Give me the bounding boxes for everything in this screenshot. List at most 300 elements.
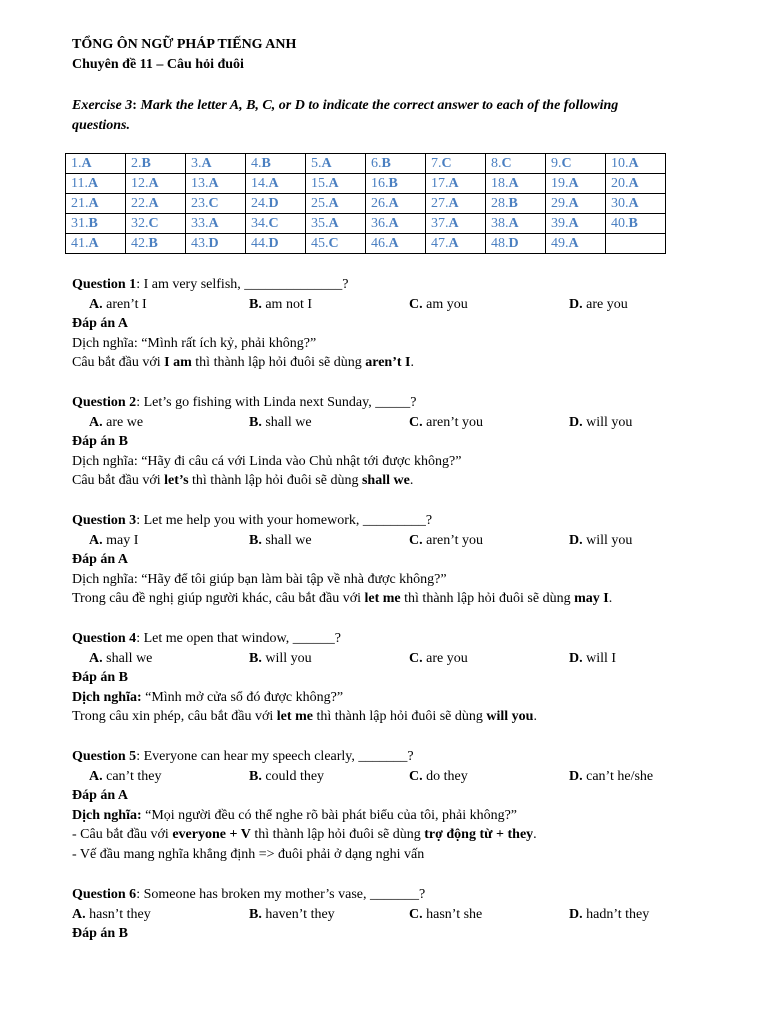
answer-number: 5. xyxy=(311,155,322,171)
option-letter: B. xyxy=(249,768,262,784)
option-text: shall we xyxy=(102,650,153,666)
option-text: could they xyxy=(261,768,325,784)
answer-number: 42. xyxy=(131,235,149,251)
answer-row xyxy=(72,550,712,570)
answer-key-cell xyxy=(426,154,486,174)
answer-key-cell xyxy=(126,174,186,194)
answer-letter: A xyxy=(568,235,579,251)
answer-key-cell xyxy=(246,234,306,254)
answer-number: 18. xyxy=(491,175,509,191)
answer-letter: A xyxy=(568,175,579,191)
explanation-line xyxy=(72,688,712,708)
answer-number: 29. xyxy=(551,195,569,211)
emphasis-text: let’s xyxy=(164,473,189,489)
answer-key-cell xyxy=(486,174,546,194)
answer-label: Đáp án B xyxy=(72,670,129,686)
option-letter: A. xyxy=(89,768,103,784)
answer-letter: B xyxy=(261,155,271,171)
answer-letter: D xyxy=(268,235,279,251)
answer-number: 30. xyxy=(611,195,629,211)
answer-key-cell xyxy=(66,214,126,234)
answer-key-cell xyxy=(306,194,366,214)
option-a xyxy=(89,649,152,669)
answer-key-row xyxy=(66,214,666,234)
explanation-text: . xyxy=(608,591,613,607)
answer-key-cell xyxy=(426,194,486,214)
answer-key-cell xyxy=(486,214,546,234)
option-c xyxy=(409,531,483,551)
option-b xyxy=(249,531,312,551)
answer-number: 20. xyxy=(611,175,629,191)
answer-number: 11. xyxy=(71,175,88,191)
answer-number: 33. xyxy=(191,215,209,231)
option-letter: B. xyxy=(249,906,262,922)
answer-key-row xyxy=(66,194,666,214)
option-letter: C. xyxy=(409,906,423,922)
option-text: shall we xyxy=(261,414,312,430)
answer-row xyxy=(72,786,712,806)
answer-key-cell xyxy=(66,174,126,194)
answer-number: 45. xyxy=(311,235,329,251)
answer-label: Đáp án A xyxy=(72,788,129,804)
answer-key-cell xyxy=(606,234,666,254)
answer-letter: C xyxy=(148,215,159,231)
explanation-line xyxy=(72,570,712,590)
option-text: are you xyxy=(422,650,468,666)
answer-number: 22. xyxy=(131,195,149,211)
answer-letter: A xyxy=(388,195,399,211)
document-title: TỔNG ÔN NGỮ PHÁP TIẾNG ANH xyxy=(72,37,297,52)
option-text: aren’t you xyxy=(422,414,484,430)
answer-number: 1. xyxy=(71,155,82,171)
question-stem xyxy=(72,885,712,905)
answer-letter: D xyxy=(208,235,219,251)
question-text: : I am very selfish, ______________? xyxy=(136,277,349,292)
answer-letter: A xyxy=(448,235,459,251)
option-text: will you xyxy=(261,650,312,666)
option-text: will I xyxy=(582,650,617,666)
answer-key-cell xyxy=(486,234,546,254)
option-d xyxy=(569,649,616,669)
option-letter: B. xyxy=(249,296,262,312)
answer-row xyxy=(72,314,712,334)
explanation-text: thì thành lập hỏi đuôi sẽ dùng xyxy=(188,473,362,489)
answer-letter: C xyxy=(268,215,279,231)
option-letter: C. xyxy=(409,768,423,784)
option-letter: A. xyxy=(89,296,103,312)
answer-letter: D xyxy=(508,235,519,251)
answer-key-cell xyxy=(246,214,306,234)
answer-letter: A xyxy=(328,175,339,191)
explanation-text: - Vế đầu mang nghĩa khẳng định => đuôi phải ở dạng nghi vấn xyxy=(72,846,425,862)
answer-number: 34. xyxy=(251,215,269,231)
answer-letter: A xyxy=(321,155,332,171)
explanation-text: . xyxy=(410,355,414,371)
answer-key-cell xyxy=(186,234,246,254)
explanation-line xyxy=(72,471,712,491)
option-a xyxy=(89,767,161,787)
answer-number: 2. xyxy=(131,155,142,171)
answer-number: 4. xyxy=(251,155,262,171)
option-letter: D. xyxy=(569,414,583,430)
option-c xyxy=(409,295,468,315)
explanation-text: thì thành lập hỏi đuôi sẽ dùng xyxy=(191,355,366,371)
answer-key-cell xyxy=(606,194,666,214)
answer-number: 14. xyxy=(251,175,269,191)
answer-letter: C xyxy=(208,195,219,211)
answer-key-cell xyxy=(126,194,186,214)
option-d xyxy=(569,905,649,925)
answer-letter: A xyxy=(328,195,339,211)
answer-key-cell xyxy=(246,174,306,194)
option-text: may I xyxy=(102,532,139,548)
answer-key-cell xyxy=(126,154,186,174)
emphasis-text: trợ động từ + they xyxy=(424,827,534,843)
explanation-line xyxy=(72,806,712,826)
question-block xyxy=(72,393,712,491)
answer-number: 13. xyxy=(191,175,209,191)
answer-key-cell xyxy=(246,154,306,174)
question-label: Question 4 xyxy=(72,631,137,646)
answer-key-cell xyxy=(486,154,546,174)
question-label: Question 1 xyxy=(72,277,137,292)
answer-number: 15. xyxy=(311,175,329,191)
explanation-text: Trong câu đề nghị giúp người khác, câu bắt đầu với xyxy=(72,591,365,607)
answer-key-cell xyxy=(186,194,246,214)
answer-number: 26. xyxy=(371,195,389,211)
answer-key-cell xyxy=(546,234,606,254)
answer-letter: A xyxy=(88,195,99,211)
answer-letter: C xyxy=(441,155,452,171)
answer-key-cell xyxy=(426,214,486,234)
option-text: are we xyxy=(102,414,144,430)
option-letter: D. xyxy=(569,906,583,922)
option-text: am not I xyxy=(261,296,312,312)
answer-key-cell xyxy=(546,174,606,194)
option-letter: A. xyxy=(89,414,103,430)
option-a xyxy=(89,531,138,551)
answer-letter: A xyxy=(448,215,459,231)
question-label: Question 3 xyxy=(72,513,137,528)
answer-key-cell xyxy=(426,234,486,254)
option-text: am you xyxy=(422,296,468,312)
answer-key-cell xyxy=(366,154,426,174)
option-d xyxy=(569,295,628,315)
answer-key-cell xyxy=(66,154,126,174)
question-stem xyxy=(72,747,712,767)
answer-letter: A xyxy=(81,155,92,171)
answer-number: 39. xyxy=(551,215,569,231)
question-stem xyxy=(72,275,712,295)
explanation-line xyxy=(72,452,712,472)
answer-key-cell xyxy=(306,154,366,174)
explanation-text: Dịch nghĩa: “Mình rất ích kỷ, phải không?” xyxy=(72,335,317,351)
explanation-line xyxy=(72,353,712,373)
question-text: : Everyone can hear my speech clearly, _______? xyxy=(136,749,414,764)
options-row xyxy=(72,531,712,551)
answer-key-cell xyxy=(366,174,426,194)
question-block xyxy=(72,885,712,944)
answer-key-cell xyxy=(186,174,246,194)
answer-key-cell xyxy=(366,214,426,234)
explanation-text: . xyxy=(409,473,414,489)
answer-row xyxy=(72,432,712,452)
option-b xyxy=(249,295,312,315)
explanation-text: thì thành lập hỏi đuôi sẽ dùng xyxy=(250,827,425,843)
answer-letter: A xyxy=(388,235,399,251)
option-text: hasn’t she xyxy=(422,906,483,922)
emphasis-text: will you xyxy=(486,709,534,725)
answer-letter: A xyxy=(328,215,339,231)
emphasis-text: aren’t I xyxy=(365,355,411,371)
option-text: shall we xyxy=(261,532,312,548)
answer-key-cell xyxy=(426,174,486,194)
emphasis-text: let me xyxy=(276,709,313,725)
answer-letter: B xyxy=(88,215,98,231)
answer-letter: B xyxy=(148,235,158,251)
answer-letter: B xyxy=(141,155,151,171)
answer-number: 49. xyxy=(551,235,569,251)
emphasis-text: Dịch nghĩa: xyxy=(72,807,142,823)
answer-letter: A xyxy=(268,175,279,191)
answer-key-cell xyxy=(186,154,246,174)
answer-label: Đáp án A xyxy=(72,552,129,568)
answer-letter: A xyxy=(508,215,519,231)
exercise-text: Mark the letter A, B, C, or D to indicate the correct answer to each of the following questions. xyxy=(72,98,619,133)
answer-number: 47. xyxy=(431,235,449,251)
answer-letter: C xyxy=(328,235,339,251)
question-stem xyxy=(72,629,712,649)
emphasis-text: may I xyxy=(574,591,609,607)
answer-number: 43. xyxy=(191,235,209,251)
question-block xyxy=(72,747,712,865)
answer-key-cell xyxy=(306,234,366,254)
answer-number: 40. xyxy=(611,215,629,231)
question-block xyxy=(72,629,712,727)
explanation-line xyxy=(72,707,712,727)
answer-key-cell xyxy=(606,174,666,194)
question-text: : Let me help you with your homework, _________? xyxy=(136,513,433,528)
option-b xyxy=(249,413,312,433)
explanation-text: thì thành lập hỏi đuôi sẽ dùng xyxy=(400,591,575,607)
explanation-text: Dịch nghĩa: “Hãy đi câu cá với Linda vào Chủ nhật tới được không?” xyxy=(72,453,462,469)
explanation-text: “Mọi người đều có thể nghe rõ bài phát biểu của tôi, phải không?” xyxy=(141,807,518,823)
option-letter: C. xyxy=(409,296,423,312)
option-text: hadn’t they xyxy=(582,906,650,922)
answer-number: 44. xyxy=(251,235,269,251)
option-text: can’t they xyxy=(102,768,162,784)
answer-number: 32. xyxy=(131,215,149,231)
answer-key-row xyxy=(66,174,666,194)
answer-key-cell xyxy=(66,234,126,254)
option-text: can’t he/she xyxy=(582,768,654,784)
answer-row xyxy=(72,668,712,688)
answer-key-cell xyxy=(186,214,246,234)
question-label: Question 6 xyxy=(72,887,137,902)
answer-label: Đáp án B xyxy=(72,926,129,942)
answer-letter: A xyxy=(628,195,639,211)
explanation-text: Dịch nghĩa: “Hãy để tôi giúp bạn làm bài tập về nhà được không?” xyxy=(72,571,447,587)
option-text: haven’t they xyxy=(261,906,335,922)
answer-letter: A xyxy=(508,175,519,191)
option-text: aren’t you xyxy=(422,532,484,548)
emphasis-text: Dịch nghĩa: xyxy=(72,689,142,705)
answer-letter: A xyxy=(448,195,459,211)
answer-number: 36. xyxy=(371,215,389,231)
answer-label: Đáp án B xyxy=(72,434,129,450)
answer-number: 24. xyxy=(251,195,269,211)
answer-letter: A xyxy=(448,175,459,191)
question-block xyxy=(72,511,712,609)
option-c xyxy=(409,905,482,925)
answer-key-cell xyxy=(546,214,606,234)
answer-number: 7. xyxy=(431,155,442,171)
explanation-text: Câu bắt đầu với xyxy=(72,355,165,371)
emphasis-text: let me xyxy=(364,591,401,607)
answer-key-cell xyxy=(546,154,606,174)
answer-letter: A xyxy=(88,235,99,251)
answer-letter: A xyxy=(208,215,219,231)
question-label: Question 2 xyxy=(72,395,137,410)
explanation-line xyxy=(72,825,712,845)
answer-number: 23. xyxy=(191,195,209,211)
explanation-text: “Mình mở cửa sổ đó được không?” xyxy=(141,689,344,705)
answer-key-cell xyxy=(246,194,306,214)
answer-key-row xyxy=(66,154,666,174)
option-letter: A. xyxy=(72,906,86,922)
answer-letter: A xyxy=(568,195,579,211)
emphasis-text: I am xyxy=(164,355,192,371)
answer-letter: D xyxy=(268,195,279,211)
answer-letter: B xyxy=(508,195,518,211)
answer-letter: A xyxy=(628,175,639,191)
answer-number: 10. xyxy=(611,155,629,171)
answer-number: 17. xyxy=(431,175,449,191)
answer-key-cell xyxy=(306,214,366,234)
answer-number: 46. xyxy=(371,235,389,251)
question-text: : Let’s go fishing with Linda next Sunday, _____? xyxy=(136,395,417,410)
answer-letter: A xyxy=(87,175,99,191)
answer-number: 12. xyxy=(131,175,149,191)
answer-letter: B xyxy=(381,155,391,171)
option-a xyxy=(89,413,143,433)
options-row xyxy=(72,413,712,433)
answer-number: 28. xyxy=(491,195,509,211)
options-row xyxy=(72,905,712,925)
option-text: will you xyxy=(582,414,633,430)
option-d xyxy=(569,413,632,433)
answer-number: 6. xyxy=(371,155,382,171)
option-c xyxy=(409,649,468,669)
answer-key-cell xyxy=(306,174,366,194)
answer-number: 9. xyxy=(551,155,562,171)
answer-key-cell xyxy=(366,234,426,254)
explanation-line xyxy=(72,589,712,609)
answer-number: 16. xyxy=(371,175,389,191)
option-letter: B. xyxy=(249,414,262,430)
answer-key-cell xyxy=(606,214,666,234)
option-letter: B. xyxy=(249,650,262,666)
answer-number: 31. xyxy=(71,215,89,231)
option-d xyxy=(569,531,632,551)
answer-letter: A xyxy=(201,155,212,171)
answer-letter: C xyxy=(501,155,512,171)
answer-letter: C xyxy=(561,155,572,171)
answer-number: 8. xyxy=(491,155,502,171)
explanation-line xyxy=(72,845,712,865)
explanation-text: . xyxy=(533,827,537,843)
answer-key-cell xyxy=(126,214,186,234)
explanation-text: Câu bắt đầu với xyxy=(72,473,165,489)
option-text: aren’t I xyxy=(102,296,147,312)
option-c xyxy=(409,767,468,787)
options-row xyxy=(72,767,712,787)
answer-number: 3. xyxy=(191,155,202,171)
answer-key-table xyxy=(65,153,666,254)
option-letter: C. xyxy=(409,532,423,548)
option-letter: A. xyxy=(89,532,103,548)
option-letter: B. xyxy=(249,532,262,548)
question-text: : Someone has broken my mother’s vase, _______? xyxy=(136,887,426,902)
option-d xyxy=(569,767,653,787)
option-letter: D. xyxy=(569,650,583,666)
answer-key-row xyxy=(66,234,666,254)
option-a xyxy=(72,905,151,925)
question-stem xyxy=(72,393,712,413)
answer-letter: B xyxy=(388,175,398,191)
answer-letter: A xyxy=(148,195,159,211)
answer-letter: A xyxy=(628,155,639,171)
answer-key-cell xyxy=(366,194,426,214)
option-letter: C. xyxy=(409,650,423,666)
question-block xyxy=(72,275,712,373)
option-text: do they xyxy=(422,768,468,784)
explanation-line xyxy=(72,334,712,354)
option-letter: D. xyxy=(569,532,583,548)
explanation-text: - Câu bắt đầu với xyxy=(72,827,173,843)
explanation-text: . xyxy=(533,709,537,725)
answer-key-cell xyxy=(126,234,186,254)
answer-number: 21. xyxy=(71,195,89,211)
option-text: hasn’t they xyxy=(85,906,151,922)
answer-number: 41. xyxy=(71,235,89,251)
question-text: : Let me open that window, ______? xyxy=(136,631,341,646)
option-letter: C. xyxy=(409,414,423,430)
answer-number: 25. xyxy=(311,195,329,211)
emphasis-text: everyone + V xyxy=(172,827,251,843)
explanation-text: Trong câu xin phép, câu bắt đầu với xyxy=(72,709,277,725)
question-stem xyxy=(72,511,712,531)
option-b xyxy=(249,649,312,669)
question-label: Question 5 xyxy=(72,749,137,764)
option-letter: A. xyxy=(89,650,103,666)
answer-letter: B xyxy=(628,215,638,231)
answer-label: Đáp án A xyxy=(72,316,129,332)
option-text: will you xyxy=(582,532,633,548)
option-b xyxy=(249,905,335,925)
answer-letter: A xyxy=(148,175,159,191)
answer-key-cell xyxy=(486,194,546,214)
answer-letter: A xyxy=(388,215,399,231)
document-subtitle: Chuyên đề 11 – Câu hỏi đuôi xyxy=(72,57,244,72)
option-letter: D. xyxy=(569,768,583,784)
answer-number: 35. xyxy=(311,215,329,231)
exercise-label: Exercise 3 xyxy=(72,98,133,113)
answer-row xyxy=(72,924,712,944)
answer-letter: A xyxy=(208,175,219,191)
answer-number: 27. xyxy=(431,195,449,211)
option-letter: D. xyxy=(569,296,583,312)
